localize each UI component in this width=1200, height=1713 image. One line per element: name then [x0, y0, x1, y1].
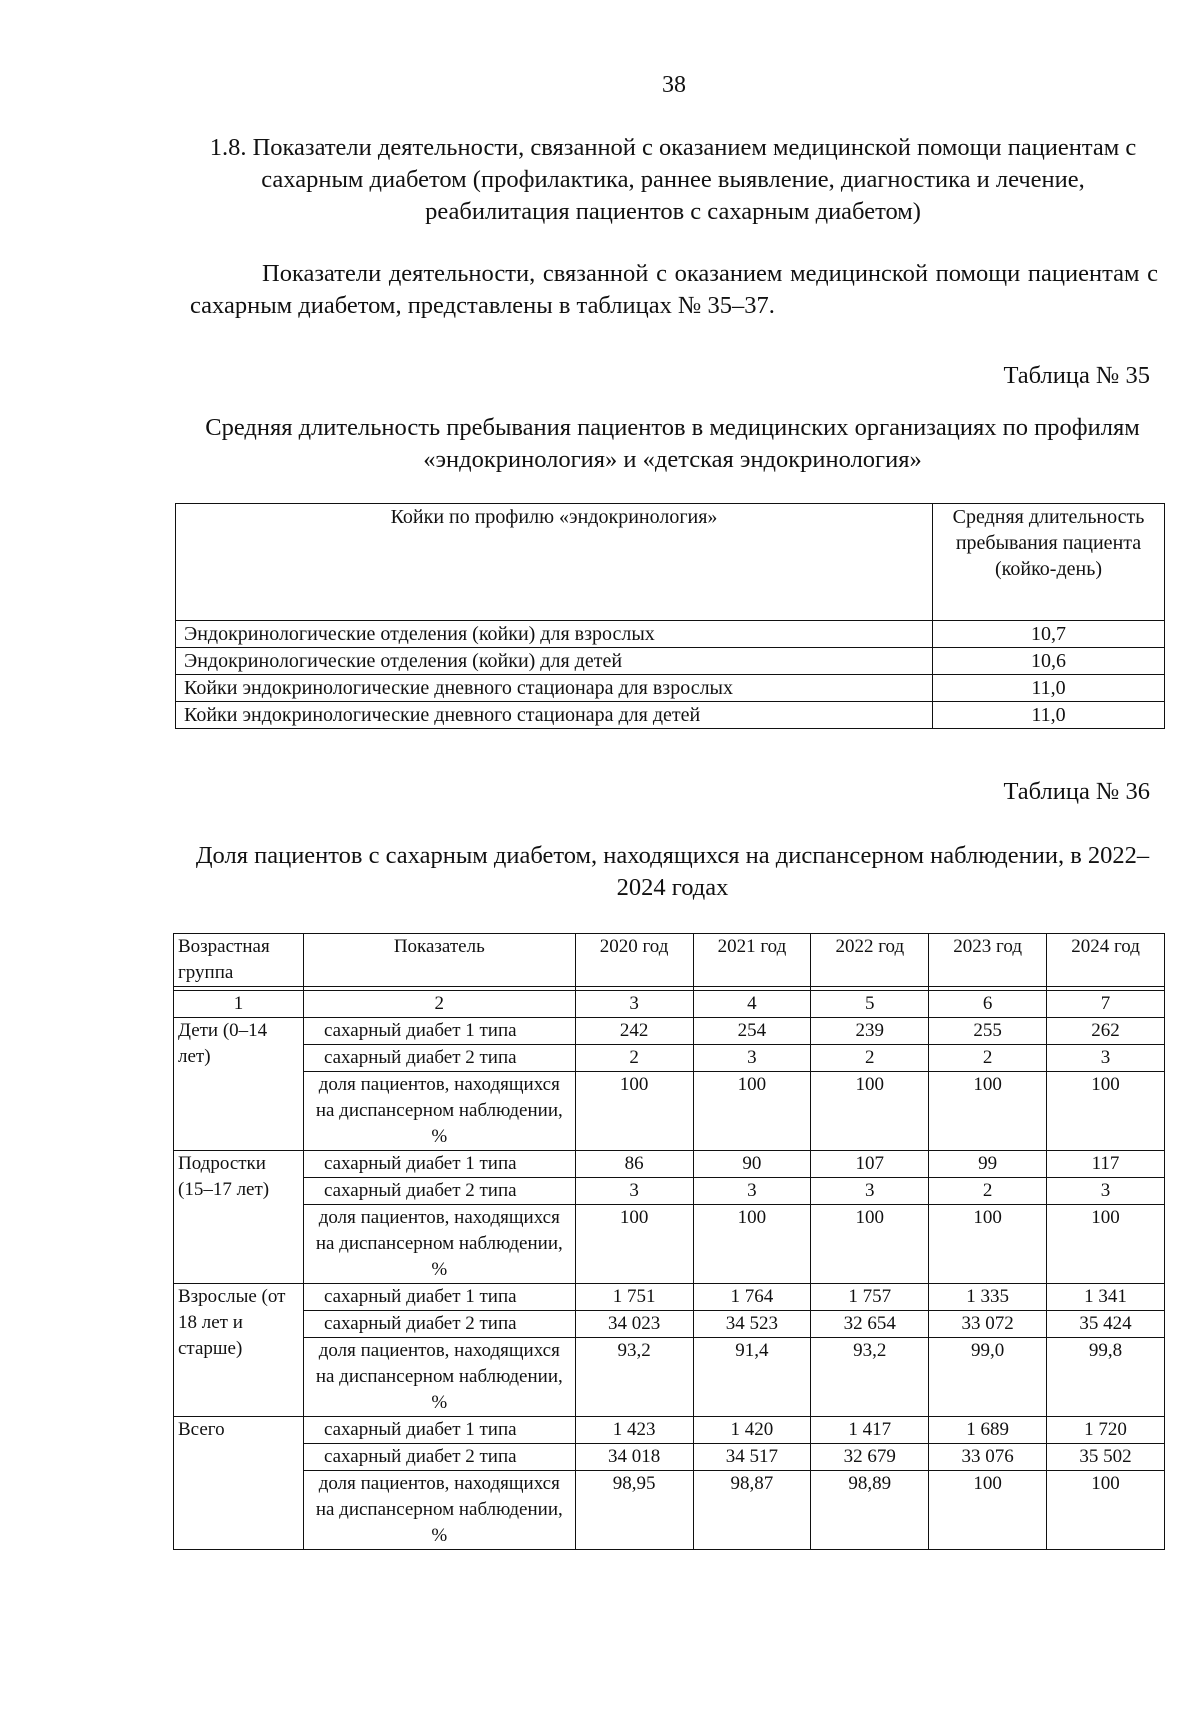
value-cell: 1 335: [929, 1284, 1047, 1311]
value-cell: 93,2: [575, 1338, 693, 1417]
table-header-cell: 2023 год: [929, 934, 1047, 987]
table-header-cell: 2024 год: [1047, 934, 1165, 987]
row-label: Эндокринологические отделения (койки) для детей: [176, 648, 933, 675]
table-header-row: [176, 504, 1165, 621]
value-cell: 100: [929, 1205, 1047, 1284]
value-cell: 100: [575, 1205, 693, 1284]
value-cell: 100: [1047, 1072, 1165, 1151]
indicator: сахарный диабет 2 типа: [303, 1311, 575, 1338]
table-row: [174, 1417, 1165, 1444]
row-value: 11,0: [933, 675, 1165, 702]
table-row: [176, 621, 1165, 648]
value-cell: 1 720: [1047, 1417, 1165, 1444]
intro-paragraph: Показатели деятельности, связанной с оказанием медицинской помощи пациентам с сахарным диабетом, представлены в таблицах № 35–37.: [190, 260, 1158, 319]
column-number: 2: [303, 991, 575, 1018]
value-cell: 34 523: [693, 1311, 811, 1338]
age-group: Всего: [174, 1417, 304, 1550]
value-cell: 262: [1047, 1018, 1165, 1045]
value-cell: 34 023: [575, 1311, 693, 1338]
value-cell: 3: [1047, 1178, 1165, 1205]
indicator: доля пациентов, находящихся на диспансерном наблюдении, %: [303, 1072, 575, 1151]
table-35-title: Средняя длительность пребывания пациентов в медицинских организациях по профилям «эндокринология» и «детская эндокринология»: [205, 414, 1140, 473]
indicator: сахарный диабет 2 типа: [303, 1045, 575, 1072]
value-cell: 107: [811, 1151, 929, 1178]
value-cell: 1 417: [811, 1417, 929, 1444]
row-value: 10,6: [933, 648, 1165, 675]
column-number: 5: [811, 991, 929, 1018]
age-group: Взрослые (от 18 лет и старше): [174, 1284, 304, 1417]
value-cell: 3: [693, 1045, 811, 1072]
row-label: Эндокринологические отделения (койки) для взрослых: [176, 621, 933, 648]
table-row: [174, 1311, 1165, 1338]
value-cell: 34 517: [693, 1444, 811, 1471]
value-cell: 90: [693, 1151, 811, 1178]
table-35: [175, 503, 1165, 729]
table-row: [174, 1284, 1165, 1311]
table-row: [174, 1151, 1165, 1178]
row-label: Койки эндокринологические дневного стационара для детей: [176, 702, 933, 729]
table-row: [176, 648, 1165, 675]
value-cell: 1 764: [693, 1284, 811, 1311]
column-number: 6: [929, 991, 1047, 1018]
section-heading: 1.8. Показатели деятельности, связанной с оказанием медицинской помощи пациентам с сахарным диабетом (профилактика, раннее выявление, диагностика и лечение, реабилитация пациентов с сахарным диабетом): [209, 134, 1137, 225]
value-cell: 100: [575, 1072, 693, 1151]
age-group: Подростки (15–17 лет): [174, 1151, 304, 1284]
indicator: сахарный диабет 1 типа: [303, 1284, 575, 1311]
value-cell: 3: [1047, 1045, 1165, 1072]
value-cell: 33 072: [929, 1311, 1047, 1338]
table-35-number: Таблица № 35: [1003, 362, 1150, 389]
row-label: Койки эндокринологические дневного стационара для взрослых: [176, 675, 933, 702]
value-cell: 99: [929, 1151, 1047, 1178]
value-cell: 32 679: [811, 1444, 929, 1471]
table-row: [174, 1338, 1165, 1417]
indicator: сахарный диабет 2 типа: [303, 1178, 575, 1205]
table-header-row: [174, 934, 1165, 987]
value-cell: 254: [693, 1018, 811, 1045]
value-cell: 98,87: [693, 1471, 811, 1550]
value-cell: 2: [929, 1045, 1047, 1072]
column-number: 4: [693, 991, 811, 1018]
table-header-cell: Средняя длительность пребывания пациента (койко-день): [933, 504, 1165, 621]
value-cell: 35 424: [1047, 1311, 1165, 1338]
table-row: [174, 1178, 1165, 1205]
value-cell: 100: [811, 1072, 929, 1151]
age-group: Дети (0–14 лет): [174, 1018, 304, 1151]
value-cell: 255: [929, 1018, 1047, 1045]
value-cell: 117: [1047, 1151, 1165, 1178]
value-cell: 93,2: [811, 1338, 929, 1417]
value-cell: 1 341: [1047, 1284, 1165, 1311]
value-cell: 98,89: [811, 1471, 929, 1550]
column-number-row: [174, 991, 1165, 1018]
value-cell: 1 751: [575, 1284, 693, 1311]
value-cell: 100: [1047, 1471, 1165, 1550]
value-cell: 91,4: [693, 1338, 811, 1417]
table-row: [174, 1072, 1165, 1151]
indicator: доля пациентов, находящихся на диспансерном наблюдении, %: [303, 1471, 575, 1550]
value-cell: 86: [575, 1151, 693, 1178]
table-row: [174, 1471, 1165, 1550]
indicator: доля пациентов, находящихся на диспансерном наблюдении, %: [303, 1205, 575, 1284]
indicator: сахарный диабет 2 типа: [303, 1444, 575, 1471]
value-cell: 242: [575, 1018, 693, 1045]
value-cell: 2: [929, 1178, 1047, 1205]
value-cell: 3: [693, 1178, 811, 1205]
table-header-cell: Возрастная группа: [174, 934, 304, 987]
indicator: сахарный диабет 1 типа: [303, 1417, 575, 1444]
value-cell: 98,95: [575, 1471, 693, 1550]
value-cell: 32 654: [811, 1311, 929, 1338]
table-row: [176, 675, 1165, 702]
table-36: [173, 933, 1165, 1550]
table-header-cell: Показатель: [303, 934, 575, 987]
table-header-cell: Койки по профилю «эндокринология»: [176, 504, 933, 621]
column-number: 3: [575, 991, 693, 1018]
table-header-cell: 2021 год: [693, 934, 811, 987]
value-cell: 2: [575, 1045, 693, 1072]
table-header-cell: 2022 год: [811, 934, 929, 987]
value-cell: 100: [811, 1205, 929, 1284]
table-row: [174, 1205, 1165, 1284]
value-cell: 100: [1047, 1205, 1165, 1284]
value-cell: 239: [811, 1018, 929, 1045]
value-cell: 3: [575, 1178, 693, 1205]
value-cell: 100: [693, 1205, 811, 1284]
value-cell: 100: [693, 1072, 811, 1151]
column-number: 1: [174, 991, 304, 1018]
value-cell: 33 076: [929, 1444, 1047, 1471]
value-cell: 34 018: [575, 1444, 693, 1471]
value-cell: 35 502: [1047, 1444, 1165, 1471]
value-cell: 1 689: [929, 1417, 1047, 1444]
indicator: доля пациентов, находящихся на диспансерном наблюдении, %: [303, 1338, 575, 1417]
value-cell: 1 423: [575, 1417, 693, 1444]
value-cell: 99,8: [1047, 1338, 1165, 1417]
value-cell: 2: [811, 1045, 929, 1072]
value-cell: 99,0: [929, 1338, 1047, 1417]
indicator: сахарный диабет 1 типа: [303, 1151, 575, 1178]
row-value: 10,7: [933, 621, 1165, 648]
table-36-title: Доля пациентов с сахарным диабетом, находящихся на диспансерном наблюдении, в 2022–2024 годах: [195, 842, 1150, 901]
table-header-cell: 2020 год: [575, 934, 693, 987]
table-36-number: Таблица № 36: [1003, 778, 1150, 805]
table-row: [174, 1444, 1165, 1471]
page-number: 38: [662, 72, 686, 98]
column-number: 7: [1047, 991, 1165, 1018]
value-cell: 100: [929, 1072, 1047, 1151]
row-value: 11,0: [933, 702, 1165, 729]
value-cell: 1 420: [693, 1417, 811, 1444]
value-cell: 100: [929, 1471, 1047, 1550]
table-row: [176, 702, 1165, 729]
table-row: [174, 1018, 1165, 1045]
value-cell: 1 757: [811, 1284, 929, 1311]
value-cell: 3: [811, 1178, 929, 1205]
indicator: сахарный диабет 1 типа: [303, 1018, 575, 1045]
table-row: [174, 1045, 1165, 1072]
